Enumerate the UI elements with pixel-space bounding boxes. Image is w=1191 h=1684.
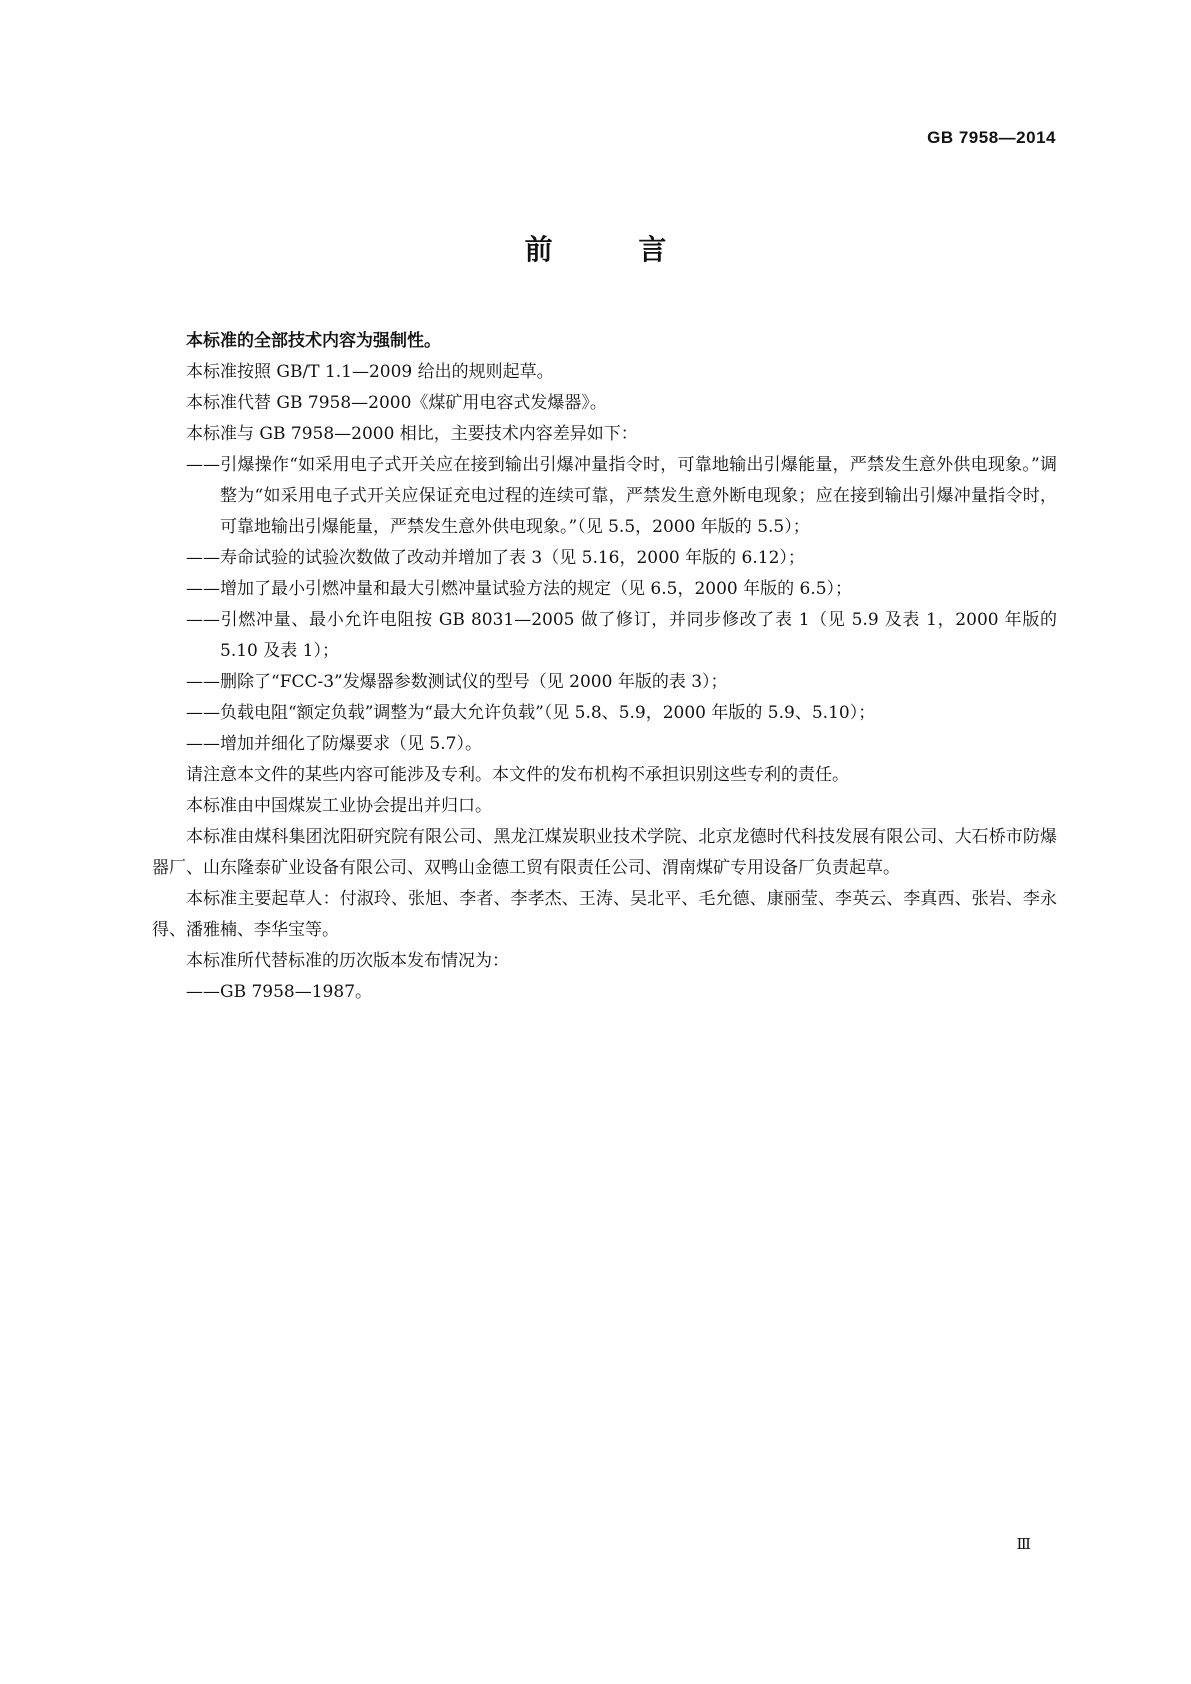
page-title: 前 言 <box>524 233 705 266</box>
document-body <box>152 326 1057 1008</box>
drafters-paragraph: 本标准主要起草人：付淑玲、张旭、李者、李孝杰、王涛、吴北平、毛允德、康丽莹、李英云、李真西、张岩、李永得、潘雅楠、李华宝等。 <box>152 889 1057 940</box>
page-number: Ⅲ <box>1016 1535 1031 1553</box>
patent-notice: 请注意本文件的某些内容可能涉及专利。本文件的发布机构不承担识别这些专利的责任。 <box>186 765 849 785</box>
mandatory-statement: 本标准的全部技术内容为强制性。 <box>186 331 441 351</box>
list-item: ——增加并细化了防爆要求（见 5.7）。 <box>186 734 482 754</box>
list-item: ——寿命试验的试验次数做了改动并增加了表 3（见 5.16，2000 年版的 6.12）； <box>186 548 805 568</box>
differences-intro: 本标准与 GB 7958—2000 相比，主要技术内容差异如下： <box>186 424 638 444</box>
proposer-paragraph: 本标准由中国煤炭工业协会提出并归口。 <box>186 796 492 816</box>
drafting-rules-paragraph: 本标准按照 GB/T 1.1—2009 给出的规则起草。 <box>186 362 554 382</box>
replacement-paragraph: 本标准代替 GB 7958—2000《煤矿用电容式发爆器》。 <box>186 393 607 413</box>
standard-code: GB 7958—2014 <box>927 128 1056 147</box>
list-item: ——负载电阻“额定负载”调整为“最大允许负载”（见 5.8、5.9，2000 年版的 5.9、5.10）； <box>186 703 876 723</box>
drafting-units-paragraph: 本标准由煤科集团沈阳研究院有限公司、黑龙江煤炭职业技术学院、北京龙德时代科技发展有限公司、大石桥市防爆器厂、山东隆泰矿业设备有限公司、双鸭山金德工贸有限责任公司、渭南煤矿专用设备厂负责起草。 <box>152 827 1057 878</box>
changes-list <box>152 450 1057 760</box>
history-item: ——GB 7958—1987。 <box>186 982 373 1002</box>
list-item: ——引爆操作“如采用电子式开关应在接到输出引爆冲量指令时，可靠地输出引爆能量，严禁发生意外供电现象。”调整为“如采用电子式开关应保证充电过程的连续可靠，严禁发生意外断电现象；应在接到输出引爆冲量指令时，可靠地输出引爆能量，严禁发生意外供电现象。”（见 5.5，2000 年版的 5.5）； <box>186 455 1057 537</box>
list-item: ——删除了“FCC-3”发爆器参数测试仪的型号（见 2000 年版的表 3）； <box>186 672 728 692</box>
list-item: ——引燃冲量、最小允许电阻按 GB 8031—2005 做了修订，并同步修改了表 1（见 5.9 及表 1，2000 年版的 5.10 及表 1）； <box>186 610 1057 661</box>
history-intro: 本标准所代替标准的历次版本发布情况为： <box>186 951 509 971</box>
list-item: ——增加了最小引燃冲量和最大引燃冲量试验方法的规定（见 6.5，2000 年版的 6.5）； <box>186 579 853 599</box>
